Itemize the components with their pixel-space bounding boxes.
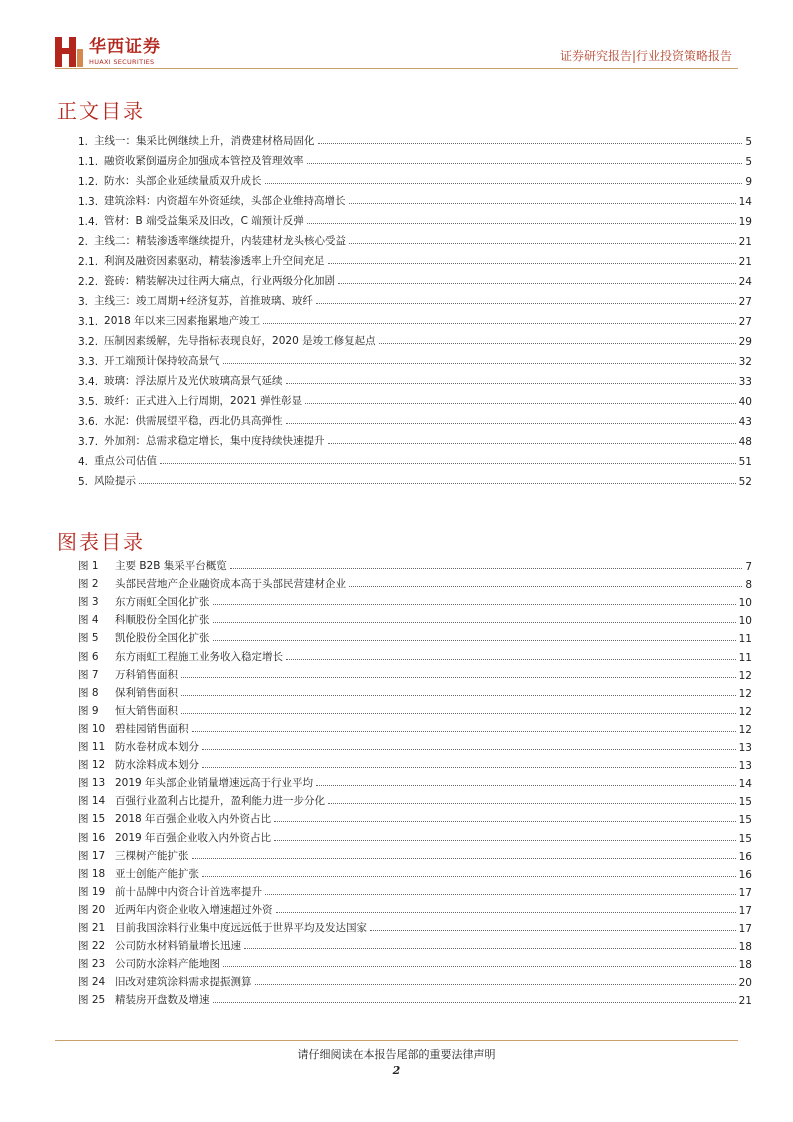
toc-entry-page: 21 [738,236,752,248]
figure-entry[interactable] [78,718,752,736]
figure-entry-number: 图 7 [78,668,99,681]
toc-entry-page: 27 [738,316,752,328]
logo-chinese-name: 华西证券 [89,36,161,57]
figure-entry[interactable] [78,555,752,573]
dot-leader [255,983,736,985]
toc-entry-number: 4. [78,456,89,468]
toc-entry[interactable] [78,168,752,188]
dot-leader [230,567,743,569]
toc-entry-number: 1.3. [78,196,99,208]
figure-entry-number: 图 19 [78,885,106,898]
toc-entry-number: 1. [78,136,89,148]
figure-entry[interactable] [78,917,752,935]
toc-entry-text: 风险提示 [94,475,137,487]
figure-entry-page: 20 [738,977,752,990]
figure-entry-page: 12 [738,705,752,718]
dot-leader [265,182,743,184]
dot-leader [244,947,736,949]
toc-entry-page: 40 [738,396,752,408]
toc-entry-page: 9 [745,176,752,188]
dot-leader [328,262,736,264]
figure-entry[interactable] [78,790,752,808]
figure-entry-page: 12 [738,687,752,700]
dot-leader [139,482,736,484]
figure-entry-number: 图 21 [78,921,106,934]
figure-entry-page: 13 [738,760,752,773]
dot-leader [349,202,736,204]
figure-entry-text: 主要 B2B 集采平台概览 [115,560,227,573]
figure-entry-number: 图 9 [78,704,99,717]
toc-entry[interactable] [78,228,752,248]
figure-entry[interactable] [78,989,752,1007]
figure-entry-text: 公司防水材料销量增长迅速 [115,940,241,953]
toc-entry-page: 5 [745,156,752,168]
toc-entry-number: 3.4. [78,376,99,388]
dot-leader [202,875,736,877]
toc-entry[interactable] [78,188,752,208]
toc-entry[interactable] [78,128,752,148]
dot-leader [305,402,736,404]
figure-entry-text: 旧改对建筑涂料需求提振测算 [115,976,252,989]
figure-entry-text: 亚士创能产能扩张 [115,867,199,880]
toc-entry[interactable] [78,148,752,168]
figure-entry-number: 图 22 [78,940,106,953]
toc-entry[interactable] [78,268,752,288]
figure-entry-text: 近两年内资企业收入增速超过外资 [115,903,273,916]
dot-leader [192,730,736,732]
figure-entry[interactable] [78,754,752,772]
figure-entry-text: 恒大销售面积 [115,704,178,717]
figure-entry[interactable] [78,700,752,718]
dot-leader [318,142,743,144]
logo-mark-icon [55,37,83,67]
toc-entry-number: 2.2. [78,276,99,288]
figure-entry[interactable] [78,736,752,754]
toc-entry-page: 32 [738,356,752,368]
figure-entry-number: 图 17 [78,849,106,862]
toc-entry-text: 开工端预计保持较高景气 [104,355,220,367]
figure-entry[interactable] [78,845,752,863]
figure-entry[interactable] [78,772,752,790]
toc-entry-text: 建筑涂料：内资超车外资延续，头部企业维持高增长 [104,195,346,207]
toc-entry-page: 27 [738,296,752,308]
dot-leader [274,839,736,841]
figure-entry-number: 图 6 [78,650,99,663]
figure-entry[interactable] [78,899,752,917]
toc-entry[interactable] [78,448,752,468]
figure-entry-page: 18 [738,959,752,972]
header-divider [55,68,738,69]
figure-entry-number: 图 8 [78,686,99,699]
dot-leader [328,442,736,444]
figure-entry-text: 碧桂园销售面积 [115,722,189,735]
figure-entry-text: 百强行业盈利占比提升，盈利能力进一步分化 [115,795,325,808]
toc-entry-page: 14 [738,196,752,208]
company-logo [55,37,161,67]
dot-leader [338,282,736,284]
figure-entry-page: 17 [738,922,752,935]
figure-entry-number: 图 11 [78,741,106,754]
toc-entry[interactable] [78,288,752,308]
figure-entry-text: 东方雨虹全国化扩张 [115,596,210,609]
figure-entry-number: 图 23 [78,958,106,971]
toc-entry-text: 主线三：竣工周期+经济复苏，首推玻璃、玻纤 [94,295,313,307]
toc-title: 正文目录 [57,99,145,123]
figure-entry-page: 15 [738,814,752,827]
toc-entry-page: 52 [738,476,752,488]
figure-entry-number: 图 3 [78,596,99,609]
dot-leader [202,766,736,768]
page-header [0,0,793,80]
toc-entry-text: 瓷砖：精装解决过往两大痛点，行业两级分化加剧 [104,275,336,287]
figure-entry-number: 图 18 [78,867,106,880]
figure-entry[interactable] [78,591,752,609]
toc-entry-number: 2.1. [78,256,99,268]
dot-leader [181,676,736,678]
figure-entry-page: 15 [738,796,752,809]
figure-entry-page: 17 [738,904,752,917]
logo-english-name: HUAXI SECURITIES [89,57,155,66]
toc-entry[interactable] [78,248,752,268]
figure-entry-text: 科顺股份全国化扩张 [115,614,210,627]
dot-leader [181,694,736,696]
dot-leader [286,382,736,384]
dot-leader [223,362,736,364]
figure-entry-page: 17 [738,886,752,899]
figure-entry-text: 2019 年头部企业销量增速远高于行业平均 [115,777,314,790]
figure-entry-page: 10 [738,597,752,610]
figure-entry-number: 图 20 [78,903,106,916]
dot-leader [274,820,736,822]
figure-entry-page: 7 [745,561,752,574]
toc-entry-text: 管材：B 端受益集采及旧改，C 端预计反弹 [104,215,304,227]
figure-entry-text: 三棵树产能扩张 [115,849,189,862]
figure-entry-number: 图 15 [78,813,106,826]
toc-entry-number: 5. [78,476,89,488]
dot-leader [349,585,742,587]
dot-leader [379,342,736,344]
dot-leader [202,748,736,750]
toc-entry-number: 3.3. [78,356,99,368]
dot-leader [316,784,736,786]
figure-entry-number: 图 12 [78,759,106,772]
figure-entry-number: 图 14 [78,795,106,808]
toc-entry-text: 主线二：精装渗透率继续提升，内装建材龙头核心受益 [94,235,347,247]
dot-leader [213,621,736,623]
figure-entry[interactable] [78,645,752,663]
toc-entry-number: 3.6. [78,416,99,428]
figure-entry-text: 防水卷材成本划分 [115,741,199,754]
figure-entry-number: 图 4 [78,614,99,627]
figure-entry-number: 图 16 [78,831,106,844]
figure-entry-page: 21 [738,995,752,1008]
toc-entry-text: 利润及融资因素驱动，精装渗透率上升空间充足 [104,255,325,267]
toc-entry-page: 21 [738,256,752,268]
toc-entry-number: 3.5. [78,396,99,408]
toc-entry-text: 外加剂：总需求稳定增长，集中度持续快速提升 [104,435,325,447]
toc-entry-text: 水泥：供需展望平稳，西北仍具高弹性 [104,415,283,427]
figure-entry-page: 16 [738,850,752,863]
toc-entry-page: 19 [738,216,752,228]
figure-entry[interactable] [78,808,752,826]
toc-entry-number: 3. [78,296,89,308]
figure-list [78,555,752,1007]
dot-leader [328,802,736,804]
figure-entry[interactable] [78,573,752,591]
toc-list [78,128,752,488]
figure-entry-page: 10 [738,615,752,628]
figure-entry[interactable] [78,863,752,881]
toc-entry-number: 1.2. [78,176,99,188]
dot-leader [370,929,736,931]
dot-leader [223,965,736,967]
toc-entry[interactable] [78,208,752,228]
footer-divider [55,1040,738,1041]
dot-leader [192,857,736,859]
figure-entry-number: 图 25 [78,994,106,1007]
toc-entry-text: 重点公司估值 [94,455,158,467]
figure-entry-text: 2019 年百强企业收入内外资占比 [115,831,272,844]
figure-entry[interactable] [78,609,752,627]
figure-entry[interactable] [78,826,752,844]
figure-entry-text: 前十品牌中内资合计首选率提升 [115,885,262,898]
figure-entry-text: 目前我国涂料行业集中度远远低于世界平均及发达国家 [115,921,367,934]
figure-entry-page: 18 [738,941,752,954]
figure-entry-page: 8 [745,579,752,592]
toc-entry-number: 3.7. [78,436,99,448]
figure-list-title: 图表目录 [57,530,145,554]
figure-entry-page: 16 [738,868,752,881]
toc-entry[interactable] [78,308,752,328]
figure-entry-text: 精装房开盘数及增速 [115,994,210,1007]
dot-leader [316,302,736,304]
figure-entry-page: 11 [738,633,752,646]
figure-entry-text: 东方雨虹工程施工业务收入稳定增长 [115,650,283,663]
figure-entry-page: 15 [738,832,752,845]
figure-entry-text: 头部民营地产企业融资成本高于头部民营建材企业 [115,578,346,591]
toc-entry-page: 43 [738,416,752,428]
figure-entry-text: 凯伦股份全国化扩张 [115,632,210,645]
figure-entry-number: 图 24 [78,976,106,989]
toc-entry-page: 51 [738,456,752,468]
figure-entry-text: 防水涂料成本划分 [115,759,199,772]
toc-entry-page: 33 [738,376,752,388]
toc-entry[interactable] [78,348,752,368]
toc-entry-text: 压制因素缓解，先导指标表现良好，2020 是竣工修复起点 [104,335,376,347]
toc-entry-number: 1.1. [78,156,99,168]
figure-entry-number: 图 10 [78,722,106,735]
toc-entry-number: 3.1. [78,316,99,328]
page-number: 2 [392,1064,401,1077]
figure-entry-number: 图 2 [78,578,99,591]
toc-entry-page: 5 [745,136,752,148]
dot-leader [160,462,736,464]
toc-entry[interactable] [78,428,752,448]
toc-entry-text: 玻纤：正式进入上行周期，2021 弹性彰显 [104,395,303,407]
dot-leader [307,222,736,224]
figure-entry-page: 11 [738,651,752,664]
figure-entry[interactable] [78,627,752,645]
figure-entry-number: 图 1 [78,560,99,573]
figure-entry-page: 14 [738,778,752,791]
toc-entry[interactable] [78,368,752,388]
toc-entry-text: 融资收紧倒逼房企加强成本管控及管理效率 [104,155,304,167]
figure-entry-number: 图 5 [78,632,99,645]
dot-leader [265,893,736,895]
figure-entry-page: 13 [738,742,752,755]
toc-entry-text: 主线一：集采比例继续上升，消费建材格局固化 [94,135,315,147]
figure-entry-page: 12 [738,723,752,736]
dot-leader [263,322,736,324]
dot-leader [276,911,736,913]
toc-entry-page: 48 [738,436,752,448]
dot-leader [349,242,736,244]
toc-entry-text: 2018 年以来三因素拖累地产竣工 [104,315,261,327]
figure-entry-text: 公司防水涂料产能地图 [115,958,220,971]
dot-leader [181,712,736,714]
toc-entry-number: 2. [78,236,89,248]
toc-entry-text: 玻璃：浮法原片及光伏玻璃高景气延续 [104,375,283,387]
toc-entry-number: 1.4. [78,216,99,228]
toc-entry-number: 3.2. [78,336,99,348]
toc-entry[interactable] [78,328,752,348]
toc-entry[interactable] [78,408,752,428]
toc-entry[interactable] [78,388,752,408]
dot-leader [286,658,736,660]
figure-entry-page: 12 [738,669,752,682]
figure-entry-number: 图 13 [78,777,106,790]
toc-entry-page: 29 [738,336,752,348]
toc-entry-text: 防水：头部企业延续量质双升成长 [104,175,262,187]
figure-entry[interactable] [78,881,752,899]
toc-entry-page: 24 [738,276,752,288]
dot-leader [213,1001,736,1003]
figure-entry[interactable] [78,953,752,971]
toc-entry[interactable] [78,468,752,488]
figure-entry[interactable] [78,682,752,700]
dot-leader [213,603,736,605]
report-type-label: 证券研究报告|行业投资策略报告 [559,49,732,63]
figure-entry[interactable] [78,935,752,953]
dot-leader [307,162,743,164]
dot-leader [213,639,736,641]
figure-entry-text: 万科销售面积 [115,668,178,681]
figure-entry-text: 2018 年百强企业收入内外资占比 [115,813,272,826]
figure-entry[interactable] [78,971,752,989]
dot-leader [286,422,736,424]
legal-notice: 请仔细阅读在本报告尾部的重要法律声明 [297,1048,496,1061]
figure-entry[interactable] [78,664,752,682]
figure-entry-text: 保利销售面积 [115,686,178,699]
